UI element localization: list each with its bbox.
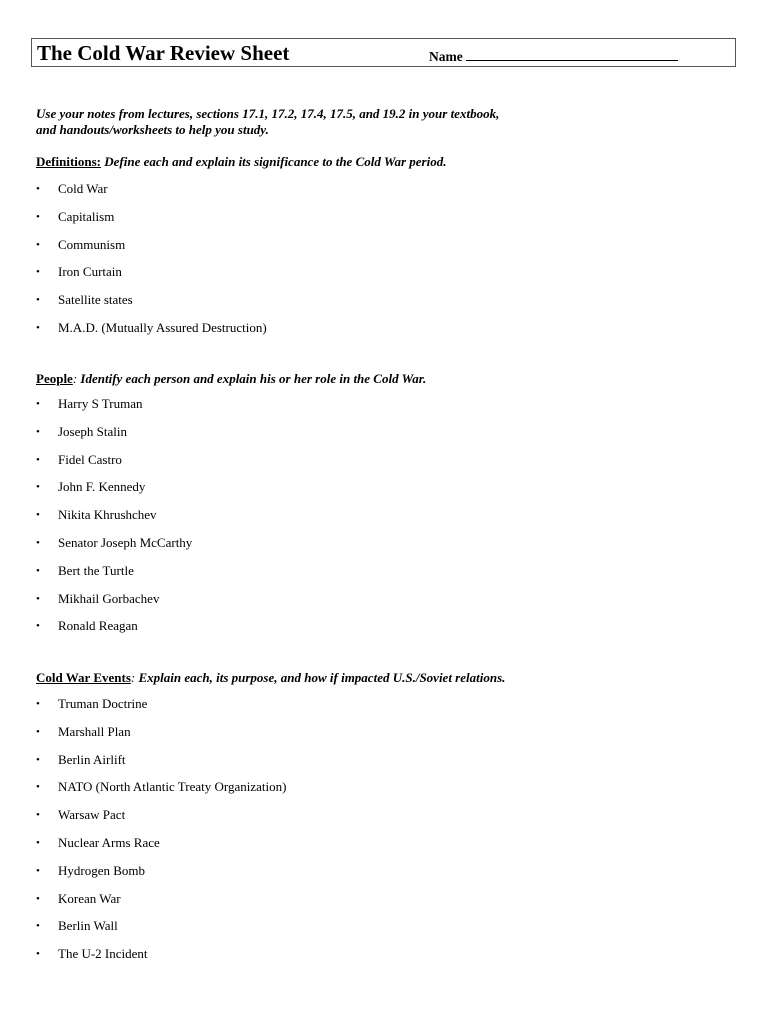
- list-item-text: Nikita Khrushchev: [58, 507, 157, 523]
- bullet-icon: •: [36, 210, 40, 223]
- list-item-text: Joseph Stalin: [58, 423, 127, 439]
- list-item-text: Berlin Airlift: [58, 751, 126, 767]
- list-item-text: Bert the Turtle: [58, 562, 134, 578]
- name-label: Name: [429, 49, 463, 64]
- list-item: [0, 237, 267, 265]
- list-item: [0, 724, 286, 752]
- events-separator: :: [130, 670, 139, 685]
- page-title: The Cold War Review Sheet: [37, 41, 290, 65]
- list-item: [0, 863, 286, 891]
- list-item-text: M.A.D. (Mutually Assured Destruction): [58, 319, 267, 335]
- bullet-icon: •: [36, 698, 40, 710]
- list-item: [0, 946, 286, 974]
- definitions-list: [0, 181, 267, 348]
- list-item: [0, 696, 286, 724]
- name-field: [429, 47, 678, 65]
- list-item-text: Harry S Truman: [58, 396, 143, 411]
- list-item: [0, 918, 286, 946]
- bullet-icon: •: [36, 753, 40, 766]
- bullet-icon: •: [36, 948, 40, 961]
- list-item-text: John F. Kennedy: [58, 479, 146, 495]
- bullet-icon: •: [36, 266, 40, 279]
- header-box: [31, 38, 736, 67]
- events-heading: [36, 670, 505, 686]
- list-item: [0, 292, 267, 320]
- bullet-icon: •: [36, 481, 40, 494]
- bullet-icon: •: [36, 183, 40, 195]
- list-item-text: Communism: [58, 236, 126, 252]
- list-item-text: Ronald Reagan: [58, 618, 138, 634]
- bullet-icon: •: [36, 892, 40, 905]
- list-item-text: Marshall Plan: [58, 723, 131, 739]
- list-item: [0, 835, 286, 863]
- list-item: [0, 264, 267, 292]
- list-item-text: Truman Doctrine: [58, 696, 148, 711]
- bullet-icon: •: [36, 238, 40, 251]
- definitions-heading: [36, 154, 446, 170]
- bullet-icon: •: [36, 592, 40, 605]
- list-item: [0, 396, 192, 424]
- events-description: Explain each, its purpose, and how if impacted U.S./Soviet relations.: [138, 670, 506, 685]
- list-item-text: Korean War: [58, 890, 121, 906]
- events-label: Cold War Events: [36, 670, 131, 685]
- list-item-text: NATO (North Atlantic Treaty Organization): [58, 779, 287, 795]
- list-item: [0, 479, 192, 507]
- bullet-icon: •: [36, 920, 40, 933]
- list-item: [0, 752, 286, 780]
- list-item-text: Iron Curtain: [58, 264, 122, 280]
- list-item: [0, 807, 286, 835]
- list-item: [0, 591, 192, 619]
- people-separator: :: [72, 371, 81, 386]
- list-item: [0, 507, 192, 535]
- people-description: Identify each person and explain his or her role in the Cold War.: [80, 371, 427, 386]
- events-list: [0, 696, 286, 974]
- list-item-text: Mikhail Gorbachev: [58, 590, 160, 606]
- people-label: People: [36, 371, 73, 386]
- people-heading: [36, 371, 426, 387]
- list-item-text: Cold War: [58, 181, 108, 196]
- list-item: [0, 181, 267, 209]
- bullet-icon: •: [36, 321, 40, 334]
- bullet-icon: •: [36, 294, 40, 307]
- instructions-line-1: Use your notes from lectures, sections 17.1, 17.2, 17.4, 17.5, and 19.2 in your textbook,: [36, 106, 500, 121]
- list-item-text: Senator Joseph McCarthy: [58, 534, 193, 550]
- bullet-icon: •: [36, 809, 40, 822]
- list-item: [0, 891, 286, 919]
- list-item-text: Capitalism: [58, 208, 115, 224]
- list-item-text: Warsaw Pact: [58, 807, 126, 823]
- bullet-icon: •: [36, 509, 40, 522]
- name-blank-line: [466, 47, 678, 61]
- list-item-text: Satellite states: [58, 292, 133, 308]
- list-item-text: Berlin Wall: [58, 918, 118, 934]
- bullet-icon: •: [36, 453, 40, 466]
- list-item: [0, 563, 192, 591]
- bullet-icon: •: [36, 425, 40, 438]
- list-item-text: Fidel Castro: [58, 451, 122, 467]
- list-item: [0, 618, 192, 646]
- list-item-text: Nuclear Arms Race: [58, 834, 160, 850]
- people-list: [0, 396, 192, 646]
- bullet-icon: •: [36, 725, 40, 738]
- list-item: [0, 535, 192, 563]
- bullet-icon: •: [36, 620, 40, 633]
- instructions: [36, 106, 499, 138]
- list-item: [0, 424, 192, 452]
- bullet-icon: •: [36, 564, 40, 577]
- list-item-text: The U-2 Incident: [58, 946, 148, 962]
- definitions-label: Definitions:: [36, 154, 101, 169]
- bullet-icon: •: [36, 398, 40, 410]
- definitions-description: Define each and explain its significance to the Cold War period.: [104, 154, 447, 169]
- bullet-icon: •: [36, 864, 40, 877]
- bullet-icon: •: [36, 836, 40, 849]
- list-item-text: Hydrogen Bomb: [58, 862, 146, 878]
- instructions-line-2: and handouts/worksheets to help you study.: [36, 122, 269, 137]
- bullet-icon: •: [36, 781, 40, 794]
- bullet-icon: •: [36, 536, 40, 549]
- list-item: [0, 320, 267, 348]
- list-item: [0, 209, 267, 237]
- list-item: [0, 779, 286, 807]
- list-item: [0, 452, 192, 480]
